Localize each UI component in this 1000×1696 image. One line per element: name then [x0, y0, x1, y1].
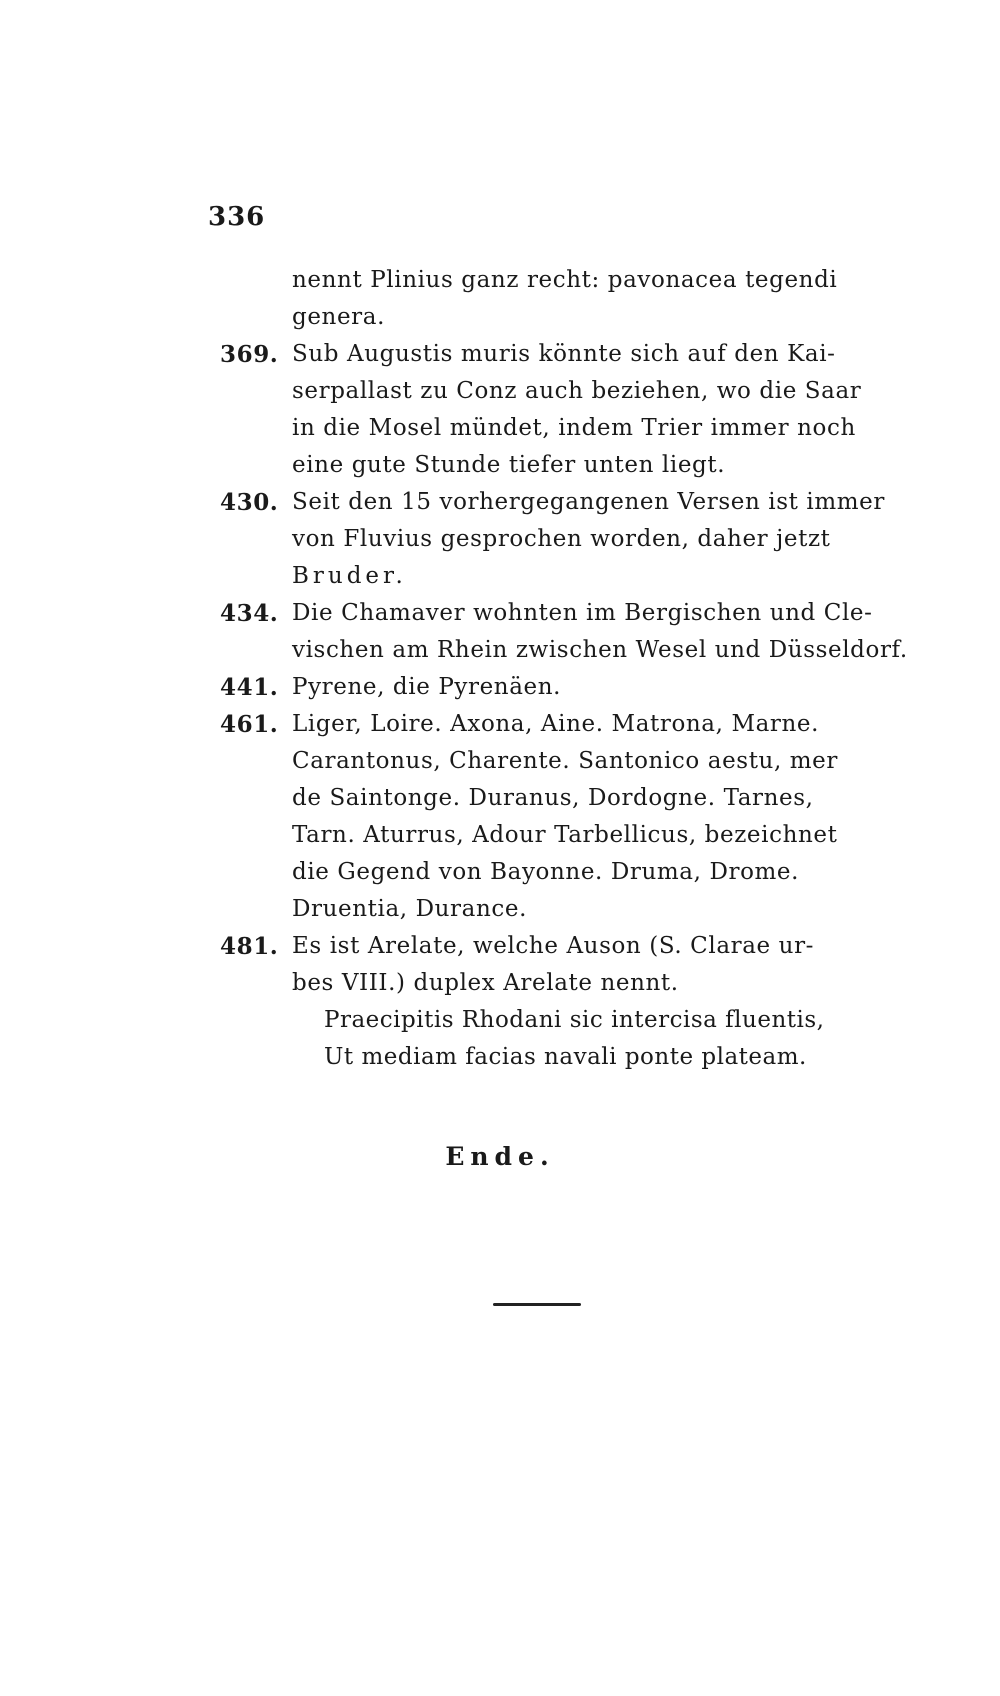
note-text: de Saintonge. Duranus, Dordogne. Tarnes,	[292, 785, 814, 811]
note-line	[220, 262, 890, 299]
note-text: nennt Plinius ganz recht: pavonacea tegendi	[292, 267, 838, 293]
note-line	[220, 484, 890, 521]
note-text: Sub Augustis muris könnte sich auf den Kai-	[292, 341, 836, 367]
note-text: von Fluvius gesprochen worden, daher jetzt	[292, 526, 831, 552]
note-text: genera.	[292, 304, 385, 330]
note-text: Bruder.	[292, 563, 407, 589]
note-line	[220, 743, 890, 780]
note-text: Carantonus, Charente. Santonico aestu, mer	[292, 748, 838, 774]
note-number: 441.	[220, 674, 279, 701]
note-line	[220, 854, 890, 891]
note-line	[220, 336, 890, 373]
note-number: 430.	[220, 489, 279, 516]
note-text: Tarn. Aturrus, Adour Tarbellicus, bezeichnet	[292, 822, 838, 848]
note-line	[220, 410, 890, 447]
note-line	[220, 373, 890, 410]
note-text: Es ist Arelate, welche Auson (S. Clarae ur-	[292, 933, 815, 959]
note-text: in die Mosel mündet, indem Trier immer noch	[292, 415, 856, 441]
notes-body	[220, 262, 908, 1076]
latin-quote-line	[220, 1039, 890, 1076]
note-text: Pyrene, die Pyrenäen.	[292, 674, 562, 700]
closing-rule	[493, 1303, 581, 1306]
latin-quote-line	[220, 1002, 890, 1039]
quote-text: Ut mediam facias navali ponte plateam.	[324, 1044, 807, 1070]
note-text: serpallast zu Conz auch beziehen, wo die Saar	[292, 378, 862, 404]
note-line	[220, 817, 890, 854]
note-line	[220, 891, 890, 928]
end-marker: Ende.	[445, 1142, 555, 1171]
note-text: Liger, Loire. Axona, Aine. Matrona, Marne.	[292, 711, 820, 737]
note-number: 481.	[220, 933, 279, 960]
note-line	[220, 669, 890, 706]
note-line	[220, 780, 890, 817]
note-line	[220, 521, 890, 558]
note-number: 461.	[220, 711, 279, 738]
note-text: Die Chamaver wohnten im Bergischen und Cle-	[292, 600, 873, 626]
quote-text: Praecipitis Rhodani sic intercisa fluentis,	[324, 1007, 825, 1033]
note-text: Seit den 15 vorhergegangenen Versen ist immer	[292, 489, 885, 515]
note-text: bes VIII.) duplex Arelate nennt.	[292, 970, 679, 996]
page-number: 336	[208, 202, 266, 232]
note-number: 434.	[220, 600, 279, 627]
note-text: die Gegend von Bayonne. Druma, Drome.	[292, 859, 800, 885]
note-line	[220, 558, 890, 595]
note-number: 369.	[220, 341, 279, 368]
note-text: eine gute Stunde tiefer unten liegt.	[292, 452, 726, 478]
note-line	[220, 928, 890, 965]
note-text: Druentia, Durance.	[292, 896, 527, 922]
note-line	[220, 965, 890, 1002]
note-line	[220, 706, 890, 743]
note-line	[220, 595, 890, 632]
note-text: vischen am Rhein zwischen Wesel und Düsseldorf.	[292, 637, 908, 663]
note-line	[220, 447, 890, 484]
note-line	[220, 299, 890, 336]
note-line	[220, 632, 908, 669]
